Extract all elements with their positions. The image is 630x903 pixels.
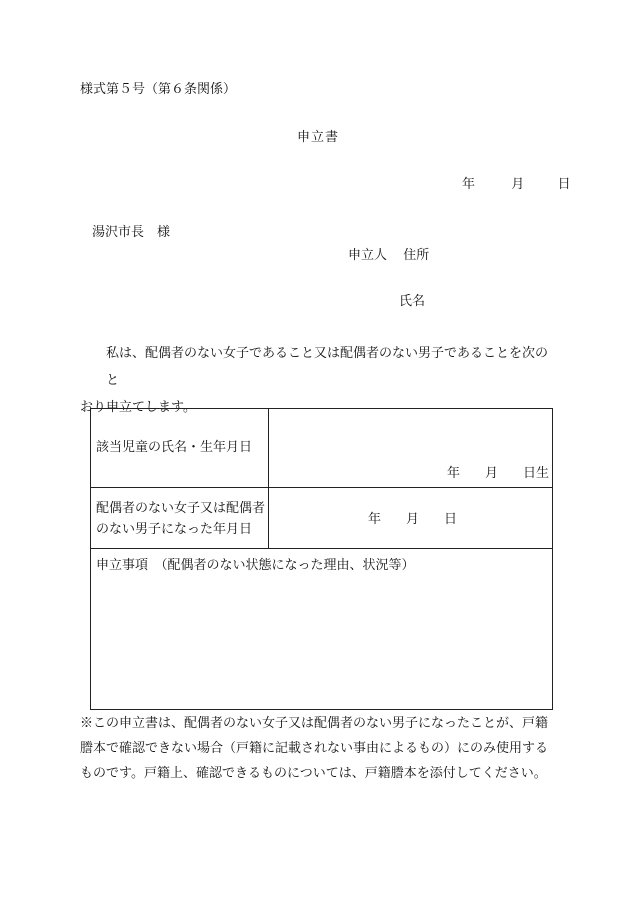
date-line <box>462 177 571 193</box>
table-divider-2 <box>91 548 552 549</box>
note <box>80 711 560 786</box>
applicant-label: 申立人 <box>348 248 388 263</box>
name-label: 氏名 <box>399 294 426 309</box>
address-label: 住所 <box>403 248 430 263</box>
table-divider-1 <box>91 487 552 488</box>
form-number: 様式第５号（第６条関係） <box>80 82 237 97</box>
statement-line-1: 私は、配偶者のない女子であること又は配偶者のない男子であることを次のと <box>106 346 549 388</box>
page-title: 申立書 <box>297 130 340 145</box>
note-line-2: 謄本で確認できない場合（戸籍に記載されない事由によるもの）にのみ使用する <box>80 741 549 756</box>
single-parent-year-label: 年 <box>368 512 382 527</box>
child-name-birthdate-label: 該当児童の氏名・生年月日 <box>96 440 253 455</box>
single-parent-month-label: 月 <box>406 512 420 527</box>
table-column-divider <box>268 409 269 548</box>
date-month-label: 月 <box>511 177 525 192</box>
child-birth-day-label: 日生 <box>523 466 550 481</box>
applicant-address-line <box>348 248 429 264</box>
addressee: 湯沢市長 様 <box>92 225 171 240</box>
statement-details-label: 申立事項 （配偶者のない状態になった理由、状況等） <box>96 558 415 573</box>
application-table <box>90 408 553 710</box>
date-year-label: 年 <box>462 177 476 192</box>
single-parent-date-label-line-2: のない男子になった年月日 <box>96 522 253 537</box>
date-day-label: 日 <box>557 177 571 192</box>
statement-line-2: おり申立てします。 <box>80 400 196 415</box>
child-birth-month-label: 月 <box>485 466 499 481</box>
note-line-1: ※この申立書は、配偶者のない女子又は配偶者のない男子になったことが、戸籍 <box>80 716 549 731</box>
child-birth-year-label: 年 <box>447 466 461 481</box>
single-parent-day-label: 日 <box>444 512 458 527</box>
single-parent-date-label-line-1: 配偶者のない女子又は配偶者 <box>96 501 266 516</box>
note-line-3: ものです。戸籍上、確認できるものについては、戸籍謄本を添付してください。 <box>80 766 547 781</box>
